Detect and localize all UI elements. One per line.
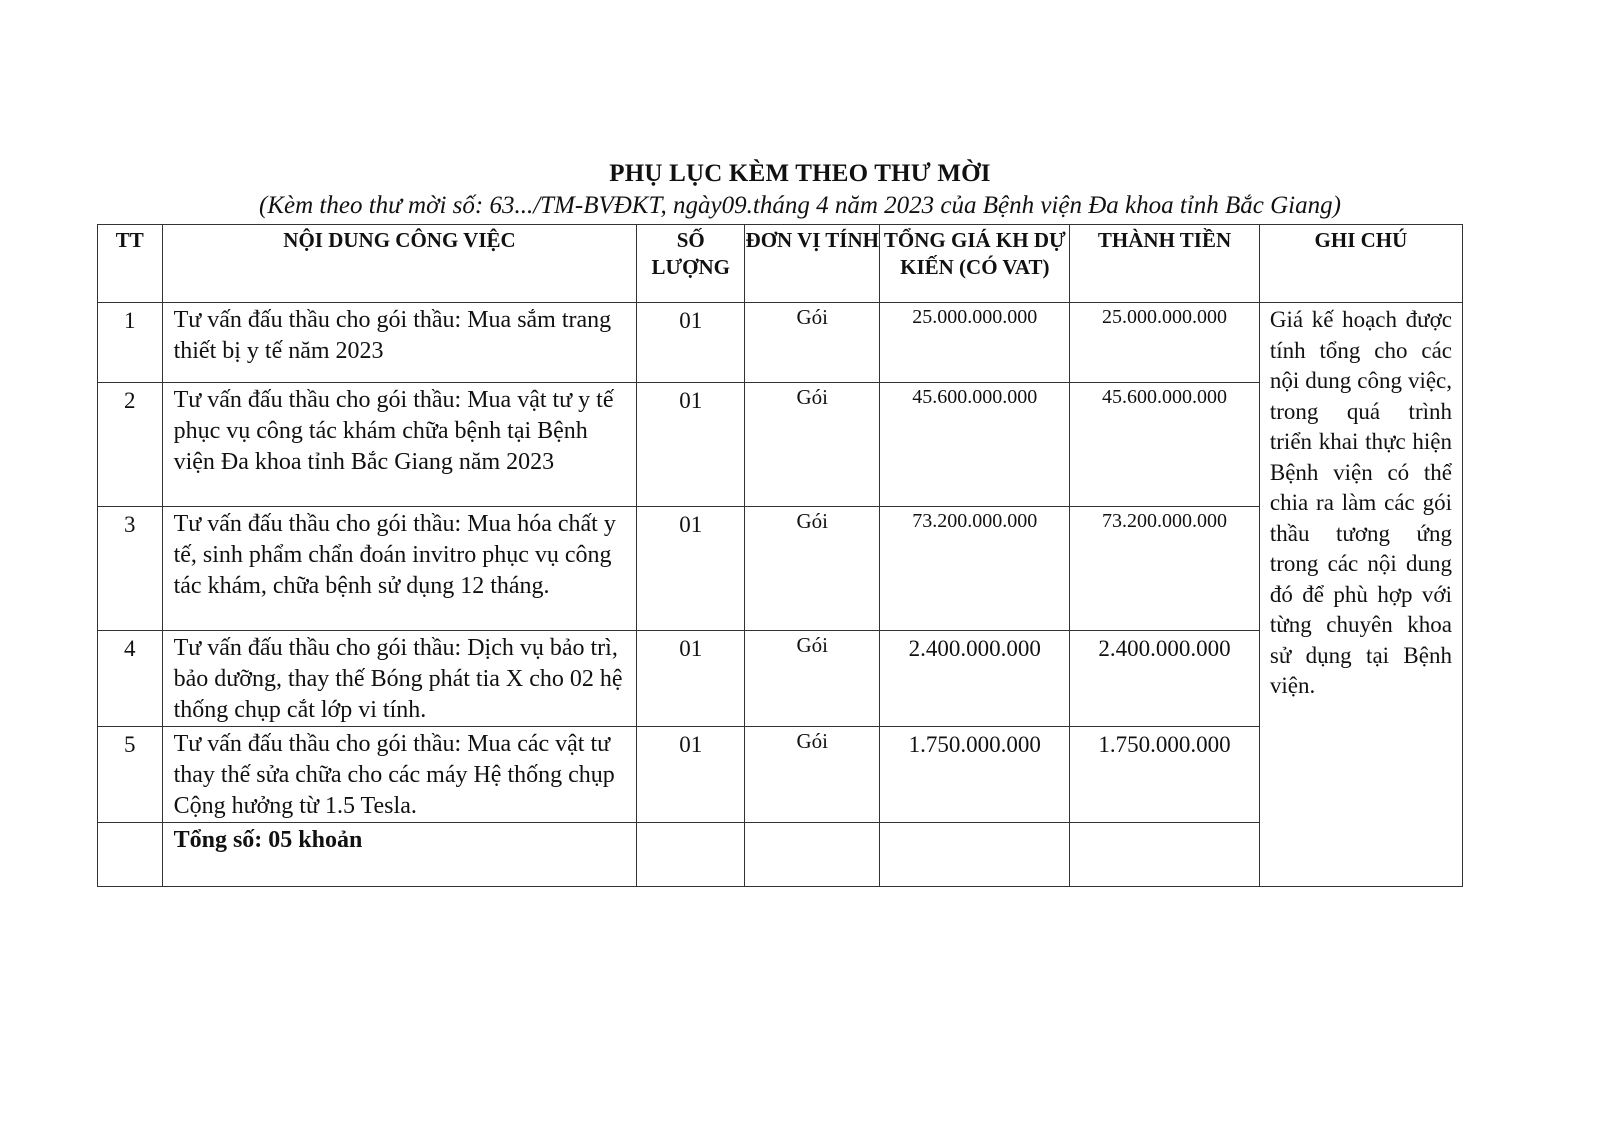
cell-estimate: 73.200.000.000 xyxy=(880,507,1070,631)
cell-quantity: 01 xyxy=(637,383,745,507)
table-row xyxy=(98,507,1463,631)
cell-empty xyxy=(745,823,880,887)
header-content: NỘI DUNG CÔNG VIỆC xyxy=(162,225,637,303)
cell-quantity: 01 xyxy=(637,727,745,823)
cell-amount: 25.000.000.000 xyxy=(1070,303,1260,383)
cell-amount: 1.750.000.000 xyxy=(1070,727,1260,823)
header-note: GHI CHÚ xyxy=(1259,225,1462,303)
cell-quantity: 01 xyxy=(637,507,745,631)
table-header-row xyxy=(98,225,1463,303)
header-quantity: SỐ LƯỢNG xyxy=(637,225,745,303)
cell-tt-empty xyxy=(98,823,163,887)
cell-estimate: 45.600.000.000 xyxy=(880,383,1070,507)
table-row xyxy=(98,727,1463,823)
cell-tt: 2 xyxy=(98,383,163,507)
cell-content: Tư vấn đấu thầu cho gói thầu: Mua hóa chất y tế, sinh phẩm chẩn đoán invitro phục vụ công tác khám, chữa bệnh sử dụng 12 tháng. xyxy=(162,507,637,631)
cell-unit: Gói xyxy=(745,727,880,823)
cell-note: Giá kế hoạch được tính tổng cho các nội dung công việc, trong quá trình triển khai thực hiện Bệnh viện có thể chia ra làm các gói thầu tương ứng trong các nội dung đó để phù hợp với từng chuyên khoa sử dụng tại Bệnh viện. xyxy=(1259,303,1462,887)
table-row xyxy=(98,631,1463,727)
document-title: PHỤ LỤC KÈM THEO THƯ MỜI xyxy=(609,160,991,187)
total-label: Tổng số: 05 khoản xyxy=(162,823,637,887)
table-row xyxy=(98,383,1463,507)
cell-empty xyxy=(637,823,745,887)
document-subtitle: (Kèm theo thư mời số: 63.../TM-BVĐKT, ngày09.tháng 4 năm 2023 của Bệnh viện Đa khoa tỉnh Bắc Giang) xyxy=(259,192,1341,219)
cell-estimate: 2.400.000.000 xyxy=(880,631,1070,727)
cell-tt: 1 xyxy=(98,303,163,383)
cell-amount: 2.400.000.000 xyxy=(1070,631,1260,727)
cell-unit: Gói xyxy=(745,303,880,383)
header-estimate: TỔNG GIÁ KH DỰ KIẾN (CÓ VAT) xyxy=(880,225,1070,303)
cell-content: Tư vấn đấu thầu cho gói thầu: Mua các vật tư thay thế sửa chữa cho các máy Hệ thống chụp Cộng hưởng từ 1.5 Tesla. xyxy=(162,727,637,823)
cell-tt: 4 xyxy=(98,631,163,727)
cell-unit: Gói xyxy=(745,383,880,507)
cell-empty xyxy=(1070,823,1260,887)
cell-quantity: 01 xyxy=(637,631,745,727)
cell-estimate: 25.000.000.000 xyxy=(880,303,1070,383)
table-total-row xyxy=(98,823,1463,887)
cell-content: Tư vấn đấu thầu cho gói thầu: Dịch vụ bảo trì, bảo dưỡng, thay thế Bóng phát tia X cho 02 hệ thống chụp cắt lớp vi tính. xyxy=(162,631,637,727)
header-unit: ĐƠN VỊ TÍNH xyxy=(745,225,880,303)
cell-tt: 3 xyxy=(98,507,163,631)
cell-empty xyxy=(880,823,1070,887)
header-tt: TT xyxy=(98,225,163,303)
cell-estimate: 1.750.000.000 xyxy=(880,727,1070,823)
cell-content: Tư vấn đấu thầu cho gói thầu: Mua sắm trang thiết bị y tế năm 2023 xyxy=(162,303,637,383)
header-amount: THÀNH TIỀN xyxy=(1070,225,1260,303)
table-row xyxy=(98,303,1463,383)
cell-content: Tư vấn đấu thầu cho gói thầu: Mua vật tư y tế phục vụ công tác khám chữa bệnh tại Bệnh viện Đa khoa tỉnh Bắc Giang năm 2023 xyxy=(162,383,637,507)
cell-amount: 73.200.000.000 xyxy=(1070,507,1260,631)
cell-amount: 45.600.000.000 xyxy=(1070,383,1260,507)
cell-tt: 5 xyxy=(98,727,163,823)
appendix-table xyxy=(97,224,1463,887)
cell-unit: Gói xyxy=(745,507,880,631)
cell-unit: Gói xyxy=(745,631,880,727)
cell-quantity: 01 xyxy=(637,303,745,383)
